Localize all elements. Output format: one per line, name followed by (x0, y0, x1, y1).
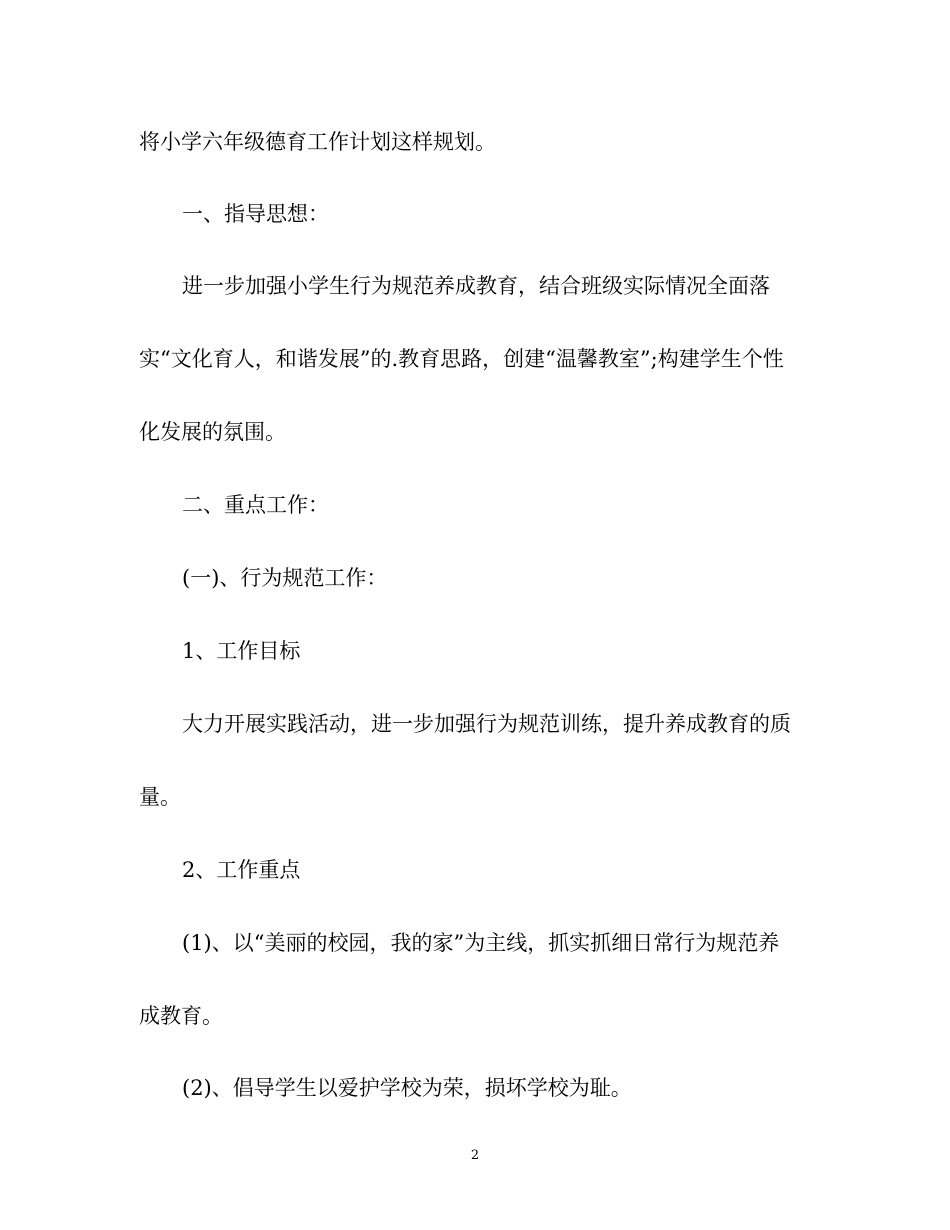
item-heading: 1、工作目标 (182, 639, 301, 663)
body-text-line: 实“文化育人，和谐发展”的.教育思路，创建“温馨教室”;构建学生个性 (139, 347, 784, 371)
body-text-line: 化发展的氛围。 (139, 420, 286, 444)
body-text-line: 成教育。 (139, 1004, 223, 1028)
paragraph-first-line: (1)、以“美丽的校园，我的家”为主线，抓实抓细日常行为规范养 (182, 931, 780, 955)
subsection-heading: (一)、行为规范工作： (182, 566, 388, 590)
paragraph-first-line: 大力开展实践活动，进一步加强行为规范训练，提升养成教育的质 (182, 712, 791, 736)
paragraph-first-line: (2)、倡导学生以爱护学校为荣，损坏学校为耻。 (182, 1076, 632, 1100)
paragraph-first-line: 进一步加强小学生行为规范养成教育，结合班级实际情况全面落 (182, 274, 770, 298)
body-text-line: 将小学六年级德育工作计划这样规划。 (139, 130, 496, 154)
page-number: 2 (470, 1148, 480, 1163)
section-heading: 一、指导思想： (182, 202, 329, 226)
item-heading: 2、工作重点 (182, 858, 301, 882)
section-heading: 二、重点工作： (182, 493, 329, 517)
body-text-line: 量。 (139, 785, 181, 809)
